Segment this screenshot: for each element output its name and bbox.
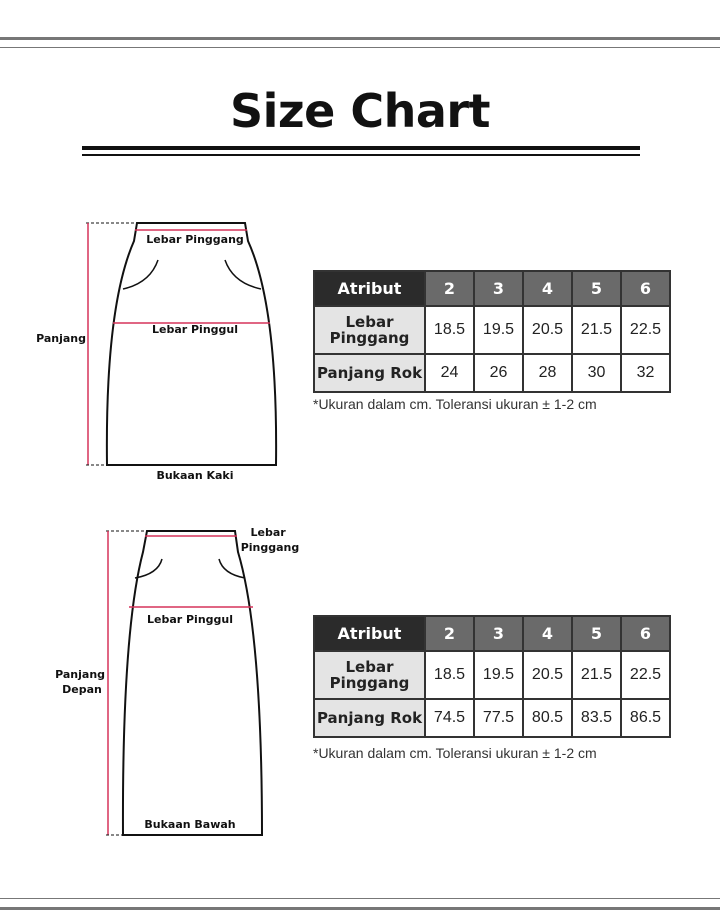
row-head-length: Panjang Rok [314, 699, 425, 737]
cell-value: 19.5 [474, 306, 523, 354]
top-rule-thin [0, 47, 720, 48]
cell-value: 21.5 [572, 651, 621, 699]
cell-value: 26 [474, 354, 523, 392]
cell-value: 20.5 [523, 306, 572, 354]
header-size: 3 [474, 271, 523, 306]
table-row [314, 699, 670, 737]
header-size: 5 [572, 616, 621, 651]
label-hem: Bukaan Kaki [156, 469, 234, 482]
header-size: 3 [474, 616, 523, 651]
cell-value: 86.5 [621, 699, 670, 737]
cell-value: 83.5 [572, 699, 621, 737]
header-size: 6 [621, 271, 670, 306]
table-note-2: *Ukuran dalam cm. Toleransi ukuran ± 1-2 cm [313, 745, 597, 761]
bottom-rule-thin [0, 898, 720, 899]
cell-value: 18.5 [425, 651, 474, 699]
label-hem: Bukaan Bawah [144, 818, 236, 831]
cell-value: 77.5 [474, 699, 523, 737]
size-table-2 [313, 615, 671, 738]
header-attr: Atribut [314, 271, 425, 306]
header-size: 4 [523, 271, 572, 306]
header-size: 6 [621, 616, 670, 651]
cell-value: 30 [572, 354, 621, 392]
row-head-length: Panjang Rok [314, 354, 425, 392]
header-size: 2 [425, 271, 474, 306]
table-row [314, 651, 670, 699]
label-waist: Lebar Pinggang [240, 526, 300, 554]
cell-value: 22.5 [621, 651, 670, 699]
cell-value: 18.5 [425, 306, 474, 354]
cell-value: 74.5 [425, 699, 474, 737]
title-underline-thick [82, 146, 640, 150]
size-table-1 [313, 270, 671, 393]
cell-value: 80.5 [523, 699, 572, 737]
row-head-waist: Lebar Pinggang [314, 306, 425, 354]
cell-value: 22.5 [621, 306, 670, 354]
cell-value: 19.5 [474, 651, 523, 699]
label-hip: Lebar Pinggul [146, 613, 234, 626]
cell-value: 20.5 [523, 651, 572, 699]
label-length: Panjang [36, 332, 86, 345]
cell-value: 28 [523, 354, 572, 392]
row-head-waist: Lebar Pinggang [314, 651, 425, 699]
pocket-left [123, 260, 158, 289]
skirt-diagram-2 [0, 522, 320, 842]
label-length: Panjang Depan [55, 668, 106, 696]
cell-value: 24 [425, 354, 474, 392]
skirt-diagram-1 [0, 215, 320, 485]
header-size: 2 [425, 616, 474, 651]
bottom-rule [0, 907, 720, 910]
table-note-1: *Ukuran dalam cm. Toleransi ukuran ± 1-2 cm [313, 396, 597, 412]
pocket-right [225, 260, 261, 289]
header-attr: Atribut [314, 616, 425, 651]
label-waist: Lebar Pinggang [146, 233, 244, 246]
header-size: 5 [572, 271, 621, 306]
title-underline-thin [82, 154, 640, 156]
label-hip: Lebar Pinggul [151, 323, 239, 336]
cell-value: 21.5 [572, 306, 621, 354]
skirt-outline [107, 223, 276, 465]
cell-value: 32 [621, 354, 670, 392]
top-rule [0, 37, 720, 40]
table-row [314, 306, 670, 354]
table-row [314, 354, 670, 392]
page-title: Size Chart [229, 84, 491, 138]
header-size: 4 [523, 616, 572, 651]
